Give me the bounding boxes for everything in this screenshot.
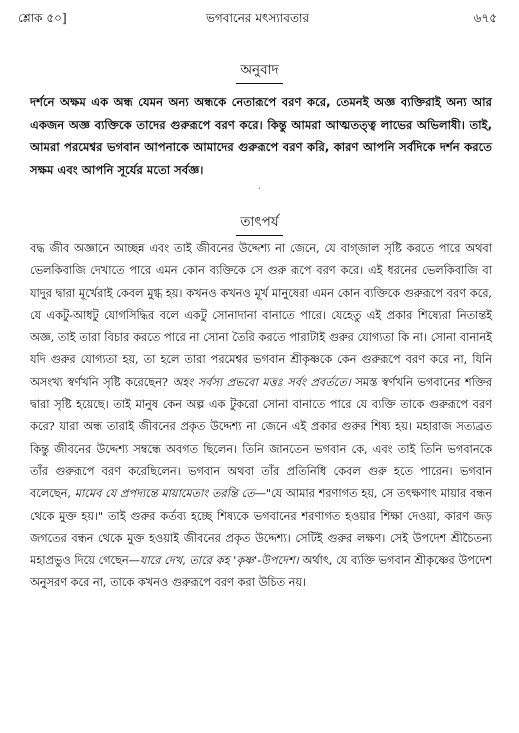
running-header [18,10,497,30]
purport-paragraph-4: অর্থাৎ, যে ব্যক্তি ভগবান শ্রীকৃষ্ণের উপদেশ অনুসরণ করে না, তাকে কখনও গুরুরূপে বরণ করা উচিত নয়। [30,554,493,590]
gita-quote-1: অহং সর্বস্য প্রভবো মত্তঃ সর্বং প্রবর্ততে। [172,375,351,389]
chaitanya-quote: যারে দেখ, তারে কহ 'কৃষ্ণ'-উপদেশ। [139,554,299,568]
verse-reference: শ্লোক ৫০] [18,11,67,25]
purport-paragraph-2: সমস্ত স্বর্ণখনি ভগবানের শক্তির দ্বারা সৃষ্টি হয়েছে। তাই মানুষ কেন অল্প এক টুকরো সোনা বানাতে পারে যে ব্যক্তি তাকে গুরুরূপে বরণ করে? যারা অন্ধ তারাই জীবনের প্রকৃত উদ্দেশ্য না জেনে এই প্রকার গুরুর শিষ্য হয়। মহারাজ সত্যব্রত কিন্তু জীবনের উদ্দেশ্য সম্বন্ধে অবগত ছিলেন। তিনি জানতেন ভগবান কে, এবং তাই তিনি ভগবানকে তাঁর গুরুরূপে বরণ করেছিলেন। ভগবান অথবা তাঁর প্রতিনিধি কেবল গুরু হতে পারেন। ভগবান বলেছেন, [30,375,493,501]
purport-paragraph-1: বদ্ধ জীব অজ্ঞানে আচ্ছন্ন এবং তাই জীবনের উদ্দেশ্য না জেনে, যে বাগ্‌জাল সৃষ্টি করতে পারে অথবা ভেলকিবাজি দেখাতে পারে এমন কোন ব্যক্তিকে সে গুরু রূপে বরণ করে। এই ধরনের ভেলকিবাজি বা যাদুর দ্বারা মূর্খেরাই কেবল মুগ্ধ হয়। কখনও কখনও মূর্খ মানুষেরা এমন কোন ব্যক্তিকে গুরুরূপে বরণ করে, যে একটু-আধটু যোগসিদ্ধির বলে একটু সোনাদানা বানাতে পারে। যেহেতু এই প্রকার শিষ্যেরা নিতান্তই অজ্ঞ, তাই তারা বিচার করতে পারে না সোনা তৈরি করতে পারাটাই গুরুর যোগ্যতা কি না। সোনা বানানই যদি গুরুর যোগ্যতা হয়, তা হলে তারা পরমেশ্বর ভগবান শ্রীকৃষ্ণকে কেন গুরুরূপে বরণ করে না, যিনি অসংখ্য স্বর্ণখনি সৃষ্টি করেছেন? [30,242,492,389]
translation-heading: অনুবাদ [0,59,519,84]
purport-heading: তাৎপর্য [0,211,519,236]
gita-quote-2: মামেব যে প্রপদ্যন্তে মায়ামেতাং তরন্তি তে [74,487,255,501]
chapter-title: ভগবানের মৎস্যাবতার [205,11,310,25]
section-divider: · [257,184,262,195]
purport-text [30,238,492,595]
translation-text: দর্শনে অক্ষম এক অন্ধ যেমন অন্য অন্ধকে নেতারূপে বরণ করে, তেমনই অজ্ঞ ব্যক্তিরাই অন্য আর একজন অজ্ঞ ব্যক্তিকে তাদের গুরুরূপে বরণ করে। কিন্তু আমরা আত্মতত্ত্ব লাভের অভিলাষী। তাই, আমরা পরমেশ্বর ভগবান আপনাকে আমাদের গুরুরূপে বরণ করি, কারণ আপনি সর্বদিকে দর্শন করতে সক্ষম এবং আপনি সূর্যের মতো সর্বজ্ঞ। [30,95,492,177]
purport-paragraph-3: —"যে আমার শরণাগত হয়, সে তৎক্ষণাৎ মায়ার বন্ধন থেকে মুক্ত হয়।" তাই গুরুর কর্তব্য হচ্ছে শিষ্যকে ভগবানের শরণাগত হওয়ার শিক্ষা দেওয়া, কারণ জড় জগতের বন্ধন থেকে মুক্ত হওয়াই জীবনের প্রকৃত উদ্দেশ্য। সেটিই গুরুর লক্ষণ। সেই উপদেশ শ্রীচৈতন্য মহাপ্রভুও দিয়ে গেছেন— [30,487,492,568]
page-number: ৬৭৫ [473,11,497,25]
